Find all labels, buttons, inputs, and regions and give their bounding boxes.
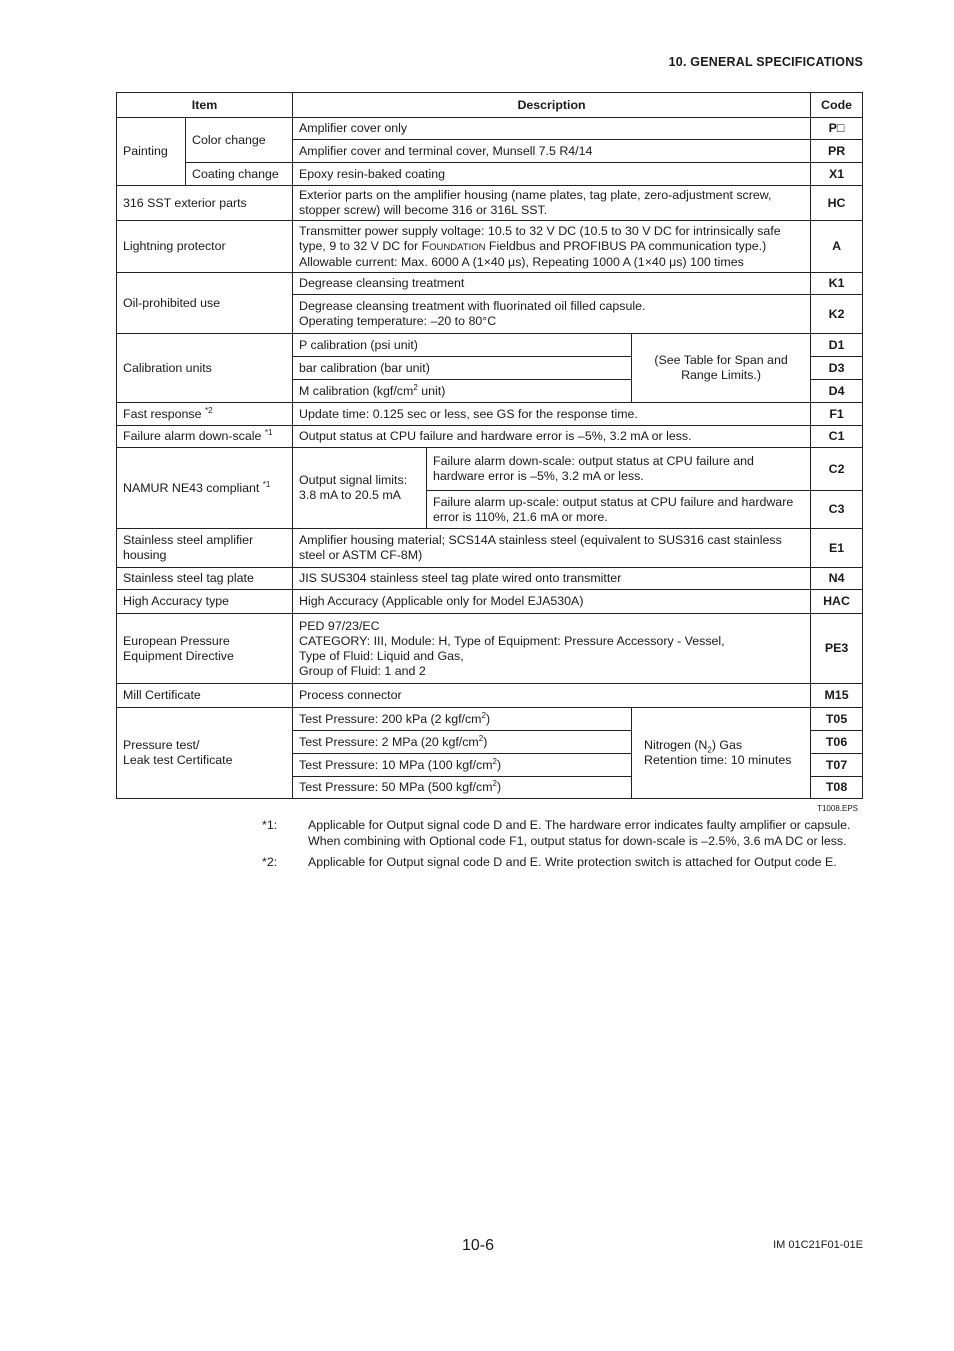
- table-row: [117, 568, 863, 590]
- item-failure-alarm: Failure alarm down-scale $^{*1}$: [117, 426, 293, 448]
- table-row: [117, 334, 863, 357]
- description-cell: PED 97/23/EC CATEGORY: III, Module: H, Type of Equipment: Pressure Accessory - Vessel, Type of Fluid: Liquid and Gas, Group of Fluid: 1 and 2: [293, 614, 811, 684]
- document-id: IM 01C21F01-01E: [773, 1239, 863, 1251]
- column-header-code: Code: [811, 93, 863, 118]
- column-header-description: Description: [293, 93, 811, 118]
- code-cell: T05: [811, 708, 863, 731]
- table-row: [117, 403, 863, 426]
- footnote: [262, 817, 862, 849]
- code-cell: T07: [811, 754, 863, 777]
- code-cell: C2: [811, 448, 863, 491]
- code-cell: D4: [811, 380, 863, 403]
- table-row: [117, 221, 863, 273]
- table-row: [117, 614, 863, 684]
- description-cell: Test Pressure: 10 MPa (100 kgf/$cm^2$): [293, 754, 632, 777]
- code-cell: T06: [811, 731, 863, 754]
- description-cell: Process connector: [293, 684, 811, 708]
- code-cell: F1: [811, 403, 863, 426]
- footnote-text: Applicable for Output signal code D and E. Write protection switch is attached for Output code E.: [308, 855, 837, 869]
- description-cell: Amplifier cover and terminal cover, Munsell 7.5 R4/14: [293, 140, 811, 163]
- item-ss-housing: Stainless steel amplifier housing: [117, 529, 293, 568]
- footnote-mark: *2:: [262, 855, 278, 869]
- code-cell: E1: [811, 529, 863, 568]
- code-cell: C3: [811, 491, 863, 529]
- description-cell: bar calibration (bar unit): [293, 357, 632, 380]
- description-cell: Test Pressure: 200 kPa (2 kgf/$cm^2$): [293, 708, 632, 731]
- section-header: 10. GENERAL SPECIFICATIONS: [668, 55, 863, 69]
- code-cell: N4: [811, 568, 863, 590]
- namur-output-limits: Output signal limits: 3.8 mA to 20.5 mA: [293, 448, 427, 529]
- description-cell: Epoxy resin-baked coating: [293, 163, 811, 186]
- description-cell: M calibration ($kgf/cm^2$ unit): [293, 380, 632, 403]
- table-row: [117, 186, 863, 221]
- code-cell: HC: [811, 186, 863, 221]
- description-cell: Exterior parts on the amplifier housing (name plates, tag plate, zero-adjustment screw, stopper screw) will become 316 or 316L SST.: [293, 186, 811, 221]
- subitem-color-change: Color change: [186, 118, 293, 163]
- footnote: [262, 854, 862, 870]
- footnotes: [262, 817, 862, 875]
- table-row: [117, 529, 863, 568]
- description-cell: Failure alarm up-scale: output status at CPU failure and hardware error is 110%, 21.6 mA or more.: [427, 491, 811, 529]
- item-oil-prohibited: Oil-prohibited use: [117, 273, 293, 334]
- code-cell: P□: [811, 118, 863, 140]
- calibration-note: (See Table for Span and Range Limits.): [632, 334, 811, 403]
- item-lightning-protector: Lightning protector: [117, 221, 293, 273]
- code-cell: A: [811, 221, 863, 273]
- code-cell: C1: [811, 426, 863, 448]
- item-namur-ne43: NAMUR NE43 compliant $^{*1}$: [117, 448, 293, 529]
- code-cell: T08: [811, 777, 863, 799]
- code-cell: PE3: [811, 614, 863, 684]
- item-ss-tag-plate: Stainless steel tag plate: [117, 568, 293, 590]
- item-calibration-units: Calibration units: [117, 334, 293, 403]
- code-cell: HAC: [811, 590, 863, 614]
- description-cell: Test Pressure: 2 MPa (20 kgf/$cm^2$): [293, 731, 632, 754]
- description-cell: Test Pressure: 50 MPa (500 kgf/$cm^2$): [293, 777, 632, 799]
- optional-specifications-table: [116, 92, 863, 799]
- table-row: [117, 708, 863, 731]
- column-header-item: Item: [117, 93, 293, 118]
- description-cell: Transmitter power supply voltage: 10.5 to 32 V DC (10.5 to 30 V DC for intrinsically safe type, 9 to 32 V DC for FOUNDATION Fieldbus and PROFIBUS PA communication type.) Allowable current: Max. 6000 A (1×40 μs), Repeating 1000 A (1×40 μs) 100 times: [293, 221, 811, 273]
- code-cell: M15: [811, 684, 863, 708]
- table-row: [117, 426, 863, 448]
- item-high-accuracy: High Accuracy type: [117, 590, 293, 614]
- description-cell: Output status at CPU failure and hardware error is –5%, 3.2 mA or less.: [293, 426, 811, 448]
- item-painting: Painting: [117, 118, 186, 186]
- table-row: [117, 590, 863, 614]
- code-cell: D3: [811, 357, 863, 380]
- description-cell: JIS SUS304 stainless steel tag plate wired onto transmitter: [293, 568, 811, 590]
- item-pressure-test: Pressure test/ Leak test Certificate: [117, 708, 293, 799]
- description-cell: Degrease cleansing treatment with fluorinated oil filled capsule. Operating temperature: –20 to 80°C: [293, 295, 811, 334]
- description-cell: Amplifier cover only: [293, 118, 811, 140]
- footnote-text: Applicable for Output signal code D and E. The hardware error indicates faulty amplifier or capsule. When combining with Optional code F1, output status for down-scale is –2.5%, 3.6 mA DC or less.: [308, 818, 851, 848]
- item-mill-certificate: Mill Certificate: [117, 684, 293, 708]
- description-cell: P calibration (psi unit): [293, 334, 632, 357]
- table-header-row: [117, 93, 863, 118]
- code-cell: PR: [811, 140, 863, 163]
- footnote-mark: *1:: [262, 818, 278, 832]
- description-cell: Degrease cleansing treatment: [293, 273, 811, 295]
- description-cell: Amplifier housing material; SCS14A stainless steel (equivalent to SUS316 cast stainless steel or ASTM CF-8M): [293, 529, 811, 568]
- item-ped: European Pressure Equipment Directive: [117, 614, 293, 684]
- description-cell: High Accuracy (Applicable only for Model EJA530A): [293, 590, 811, 614]
- table-row: [117, 273, 863, 295]
- table-row: [117, 118, 863, 140]
- table-row: [117, 448, 863, 491]
- table-reference-label: T1008.EPS: [817, 804, 858, 813]
- item-316-sst: 316 SST exterior parts: [117, 186, 293, 221]
- description-cell: Failure alarm down-scale: output status at CPU failure and hardware error is –5%, 3.2 mA or less.: [427, 448, 811, 491]
- subitem-coating-change: Coating change: [186, 163, 293, 186]
- table-row: [117, 163, 863, 186]
- code-cell: K1: [811, 273, 863, 295]
- item-fast-response: Fast response $^{*2}$: [117, 403, 293, 426]
- page-number: 10-6: [462, 1237, 495, 1254]
- pressure-test-gas-note: Nitrogen $(N_2)$ Gas Retention time: 10 minutes: [632, 708, 811, 799]
- code-cell: D1: [811, 334, 863, 357]
- code-cell: X1: [811, 163, 863, 186]
- table-row: [117, 684, 863, 708]
- code-cell: K2: [811, 295, 863, 334]
- description-cell: Update time: 0.125 sec or less, see GS for the response time.: [293, 403, 811, 426]
